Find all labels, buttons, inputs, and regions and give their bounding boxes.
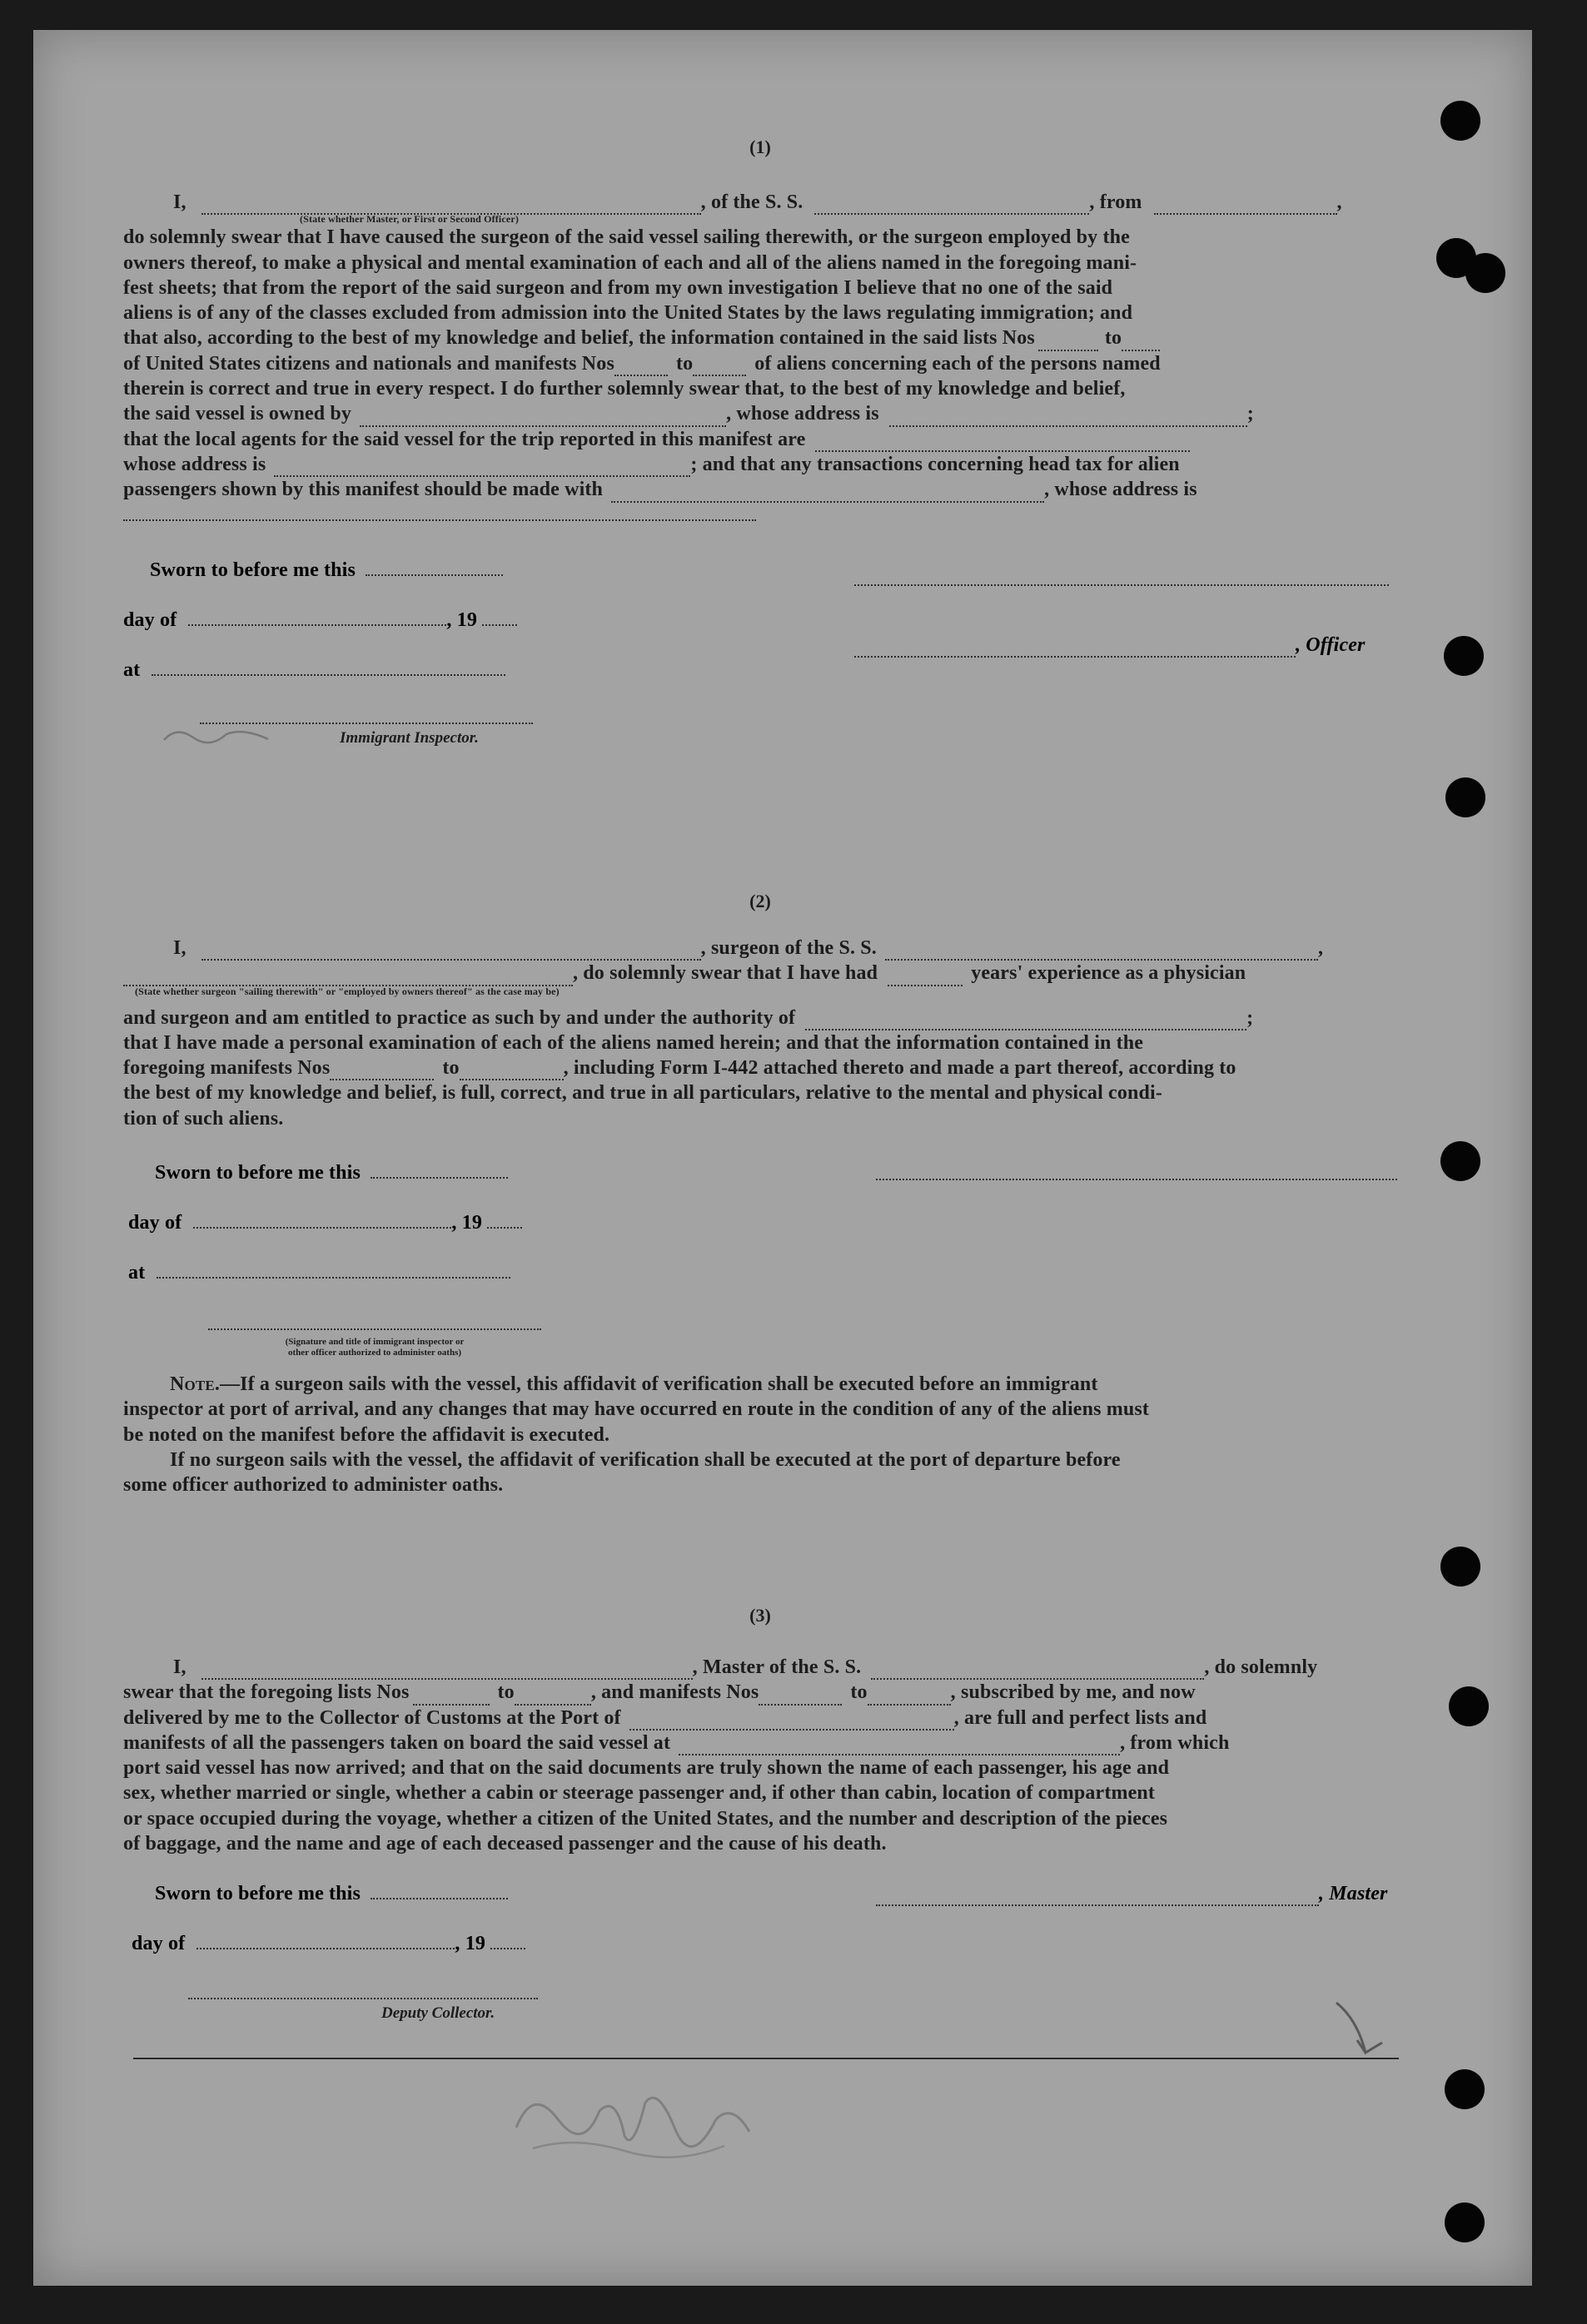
s1-owner-address-blank[interactable] xyxy=(889,409,1247,427)
s2-capacity-note: (State whether surgeon "sailing therewith" or "employed by owners thereof" as the case may be) xyxy=(135,985,560,997)
s1-lists-from-blank[interactable] xyxy=(1038,333,1098,351)
s2-semicolon: ; xyxy=(1246,1006,1254,1029)
s1-comma: , xyxy=(1336,191,1342,213)
s2-authority-blank[interactable] xyxy=(805,1012,1246,1030)
s1-manifests-from-blank[interactable] xyxy=(614,358,668,376)
s1-day-label: day of xyxy=(123,609,177,631)
s2-note-line: be noted on the manifest before the affidavit is executed. xyxy=(123,1423,610,1446)
s1-at-label: at xyxy=(123,659,141,681)
s3-line: sex, whether married or single, whether a cabin or steerage passenger and, if other than cabin, location of compartment xyxy=(123,1782,1156,1805)
s3-sworn-blank[interactable] xyxy=(371,1881,508,1899)
s1-line: of aliens concerning each of the persons named xyxy=(754,352,1161,375)
s3-line: delivered by me to the Collector of Customs at the Port of xyxy=(123,1706,621,1729)
s1-line: ; and that any transactions concerning head tax for alien xyxy=(690,453,1180,475)
s3-line: , and manifests Nos xyxy=(590,1681,759,1704)
s1-year-label: , 19 xyxy=(446,609,478,631)
punch-hole xyxy=(1449,1686,1489,1726)
s3-line: or space occupied during the voyage, whether a citizen of the United States, and the number and description of the pieces xyxy=(123,1807,1168,1830)
s1-owner-blank[interactable] xyxy=(360,409,726,427)
s2-inspector-signature-line[interactable] xyxy=(208,1328,541,1330)
s1-officer-name-blank[interactable] xyxy=(201,196,701,215)
check-mark xyxy=(1332,1994,1399,2069)
s2-line: foregoing manifests Nos xyxy=(123,1057,331,1080)
s3-line: port said vessel has now arrived; and that on the said documents are truly shown the name of each passenger, his age and xyxy=(123,1757,1170,1780)
punch-hole xyxy=(1445,2202,1485,2242)
s1-line: aliens is of any of the classes excluded from admission into the United States by the laws regulating immigration; and xyxy=(123,302,1133,325)
s3-line: swear that the foregoing lists Nos xyxy=(123,1681,410,1704)
s3-to: to xyxy=(497,1681,515,1704)
s3-line: , subscribed by me, and now xyxy=(950,1681,1196,1704)
faint-handwritten-signature xyxy=(500,2069,766,2161)
s1-line: do solemnly swear that I have caused the surgeon of the said vessel sailing therewith, or the surgeon employed by the xyxy=(123,226,1130,249)
s3-manifests-from-blank[interactable] xyxy=(759,1687,842,1706)
s2-note-line: If no surgeon sails with the vessel, the affidavit of verification shall be executed at the port of departure before xyxy=(170,1448,1121,1471)
s1-from-blank[interactable] xyxy=(1154,196,1337,215)
s1-sworn-blank[interactable] xyxy=(366,558,503,576)
s1-officer-label: , Officer xyxy=(1296,634,1366,656)
section-3-body xyxy=(123,1655,1397,1856)
s2-note-line: —If a surgeon sails with the vessel, this affidavit of verification shall be executed before an immigrant xyxy=(219,1373,1098,1395)
s2-at-label: at xyxy=(128,1262,146,1284)
section-2-body xyxy=(123,936,1397,1131)
s2-signature-note xyxy=(200,1337,550,1358)
section-3 xyxy=(123,1605,1397,1626)
s2-years-blank[interactable] xyxy=(888,968,963,986)
s2-line: tion of such aliens. xyxy=(123,1107,284,1130)
s1-line: whose address is xyxy=(123,453,266,475)
s1-line: that also, according to the best of my knowledge and belief, the information contained in the said lists Nos xyxy=(123,327,1035,350)
s2-surgeon-signature-line[interactable] xyxy=(876,1179,1397,1180)
s1-line: fest sheets; that from the report of the said surgeon and from my own investigation I believe that no one of the said xyxy=(123,276,1113,299)
s1-i: I, xyxy=(173,191,187,213)
s3-day-blank[interactable] xyxy=(197,1931,455,1949)
s2-at-blank[interactable] xyxy=(157,1260,510,1279)
s1-day-blank[interactable] xyxy=(188,608,446,626)
punch-hole xyxy=(1465,253,1505,293)
s2-year-label: , 19 xyxy=(451,1212,483,1234)
s1-line: the said vessel is owned by xyxy=(123,403,352,425)
s1-manifests-to-blank[interactable] xyxy=(693,358,746,376)
s3-sworn-label: Sworn to before me this xyxy=(155,1883,361,1904)
punch-hole xyxy=(1445,777,1485,817)
s1-line: , whose address is xyxy=(1044,479,1197,501)
s2-day-label: day of xyxy=(128,1212,182,1234)
s2-years-label: years' experience as a physician xyxy=(971,962,1246,985)
s2-surgeon-name-blank[interactable] xyxy=(201,942,701,961)
s2-vessel-blank[interactable] xyxy=(885,942,1318,961)
s3-day-label: day of xyxy=(132,1933,186,1954)
s3-line: of baggage, and the name and age of each deceased passenger and the cause of his death. xyxy=(123,1833,887,1855)
bottom-rule xyxy=(133,2058,1399,2059)
s2-sworn-row xyxy=(155,1160,508,1185)
punch-hole xyxy=(1440,101,1480,141)
s1-address-blank[interactable] xyxy=(123,503,756,521)
s3-year-blank[interactable] xyxy=(490,1931,525,1949)
s3-master-of-label: , Master of the S. S. xyxy=(692,1656,862,1678)
s2-manifests-to-blank[interactable] xyxy=(460,1062,564,1080)
section-1 xyxy=(123,137,1397,158)
s3-to: to xyxy=(850,1681,868,1704)
punch-hole xyxy=(1444,636,1484,676)
s2-to: to xyxy=(442,1057,460,1080)
s2-note-line: some officer authorized to administer oaths. xyxy=(123,1474,504,1497)
s2-day-row xyxy=(128,1210,522,1235)
s1-officer-signature-blank[interactable] xyxy=(854,639,1296,658)
s3-day-row xyxy=(132,1931,525,1956)
s1-inspector-label: Immigrant Inspector. xyxy=(340,729,479,747)
section-2-number: (2) xyxy=(749,891,771,911)
s2-line: the best of my knowledge and belief, is full, correct, and true in all particulars, relative to the mental and physical condi- xyxy=(123,1082,1162,1105)
s3-vessel-blank[interactable] xyxy=(871,1661,1204,1680)
s3-lists-from-blank[interactable] xyxy=(413,1687,490,1706)
manifest-page xyxy=(33,30,1532,2286)
s1-from: , from xyxy=(1089,191,1142,213)
s2-day-blank[interactable] xyxy=(193,1210,451,1229)
s1-at-row xyxy=(123,658,505,683)
s2-signature-note-line: other officer authorized to administer oaths) xyxy=(287,1348,462,1358)
s3-line: manifests of all the passengers taken on board the said vessel at xyxy=(123,1731,671,1754)
s3-port-blank[interactable] xyxy=(629,1712,954,1731)
s1-to: to xyxy=(1104,327,1122,350)
s1-head-tax-blank[interactable] xyxy=(611,484,1044,503)
s3-master-signature-blank[interactable] xyxy=(876,1888,1319,1906)
s1-officer-row xyxy=(854,633,1366,658)
s2-line: , including Form I-442 attached thereto and made a part thereof, according to xyxy=(563,1057,1236,1080)
s2-surgeon-label: , surgeon of the S. S. xyxy=(700,937,877,959)
s3-solemnly-label: , do solemnly xyxy=(1204,1656,1318,1678)
s3-year-label: , 19 xyxy=(455,1933,486,1954)
s1-line: that the local agents for the said vessel for the trip reported in this manifest are xyxy=(123,428,806,450)
s2-note-label: Note. xyxy=(170,1373,220,1395)
s2-i: I, xyxy=(173,937,187,959)
s1-year-blank[interactable] xyxy=(482,608,517,626)
s1-sworn-row xyxy=(150,558,503,583)
section-1-number: (1) xyxy=(749,137,771,157)
s3-lists-to-blank[interactable] xyxy=(515,1687,591,1706)
s3-sworn-row xyxy=(155,1881,508,1906)
section-1-body xyxy=(123,190,1397,528)
s1-sworn-label: Sworn to before me this xyxy=(150,559,356,581)
s3-departure-port-blank[interactable] xyxy=(679,1737,1120,1755)
s1-lists-to-blank[interactable] xyxy=(1122,333,1160,351)
s1-line: passengers shown by this manifest should be made with xyxy=(123,479,604,501)
punch-hole xyxy=(1445,2069,1485,2109)
s1-line: , whose address is xyxy=(726,403,879,425)
s2-sworn-blank[interactable] xyxy=(371,1160,508,1179)
s1-vessel-blank[interactable] xyxy=(814,196,1089,215)
section-3-number: (3) xyxy=(749,1605,771,1626)
s1-agents-address-blank[interactable] xyxy=(274,459,690,477)
s3-line: , from which xyxy=(1120,1731,1230,1754)
s1-officer-note: (State whether Master, or First or Second Officer) xyxy=(300,213,519,226)
s2-note-line: inspector at port of arrival, and any changes that may have occurred en route in the condition of any of the aliens must xyxy=(123,1398,1149,1421)
s1-agents-blank[interactable] xyxy=(815,434,1190,452)
s3-line: , are full and perfect lists and xyxy=(953,1706,1207,1729)
s2-comma: , xyxy=(1317,937,1324,959)
s1-day-row xyxy=(123,608,517,633)
punch-hole xyxy=(1440,1141,1480,1181)
s2-capacity-blank[interactable] xyxy=(123,968,573,986)
s2-manifests-from-blank[interactable] xyxy=(330,1062,434,1080)
s2-line: and surgeon and am entitled to practice as such by and under the authority of xyxy=(123,1006,796,1029)
s1-at-blank[interactable] xyxy=(152,658,505,676)
s1-signature-line[interactable] xyxy=(854,584,1389,586)
s2-year-blank[interactable] xyxy=(487,1210,522,1229)
s1-line: owners thereof, to make a physical and mental examination of each and all of the aliens named in the foregoing mani- xyxy=(123,251,1137,274)
s3-collector-signature-line[interactable] xyxy=(188,1998,538,1999)
s3-master-row xyxy=(876,1881,1388,1906)
s1-to: to xyxy=(675,352,694,375)
s2-note-block xyxy=(123,1372,1397,1497)
punch-hole xyxy=(1440,1547,1480,1587)
s3-manifests-to-blank[interactable] xyxy=(868,1687,951,1706)
s2-signature-note-line: (Signature and title of immigrant inspector or xyxy=(285,1337,465,1347)
s3-i: I, xyxy=(173,1656,187,1678)
s2-at-row xyxy=(128,1260,510,1285)
s2-swear-label: , do solemnly swear that I have had xyxy=(573,962,878,985)
faint-stamp-mark xyxy=(160,719,276,752)
s2-line: that I have made a personal examination of each of the aliens named herein; and that the information contained in the xyxy=(123,1031,1144,1054)
s3-master-name-blank[interactable] xyxy=(201,1661,693,1680)
s3-master-label: , Master xyxy=(1319,1883,1388,1904)
s2-sworn-label: Sworn to before me this xyxy=(155,1162,361,1184)
s3-deputy-label: Deputy Collector. xyxy=(381,2004,495,2022)
s1-line: therein is correct and true in every respect. I do further solemnly swear that, to the best of my knowledge and belief, xyxy=(123,378,1126,400)
s1-of-ss: , of the S. S. xyxy=(700,191,803,213)
s1-line: of United States citizens and nationals and manifests Nos xyxy=(123,352,614,375)
s1-semicolon: ; xyxy=(1246,403,1254,425)
section-2 xyxy=(123,891,1397,912)
